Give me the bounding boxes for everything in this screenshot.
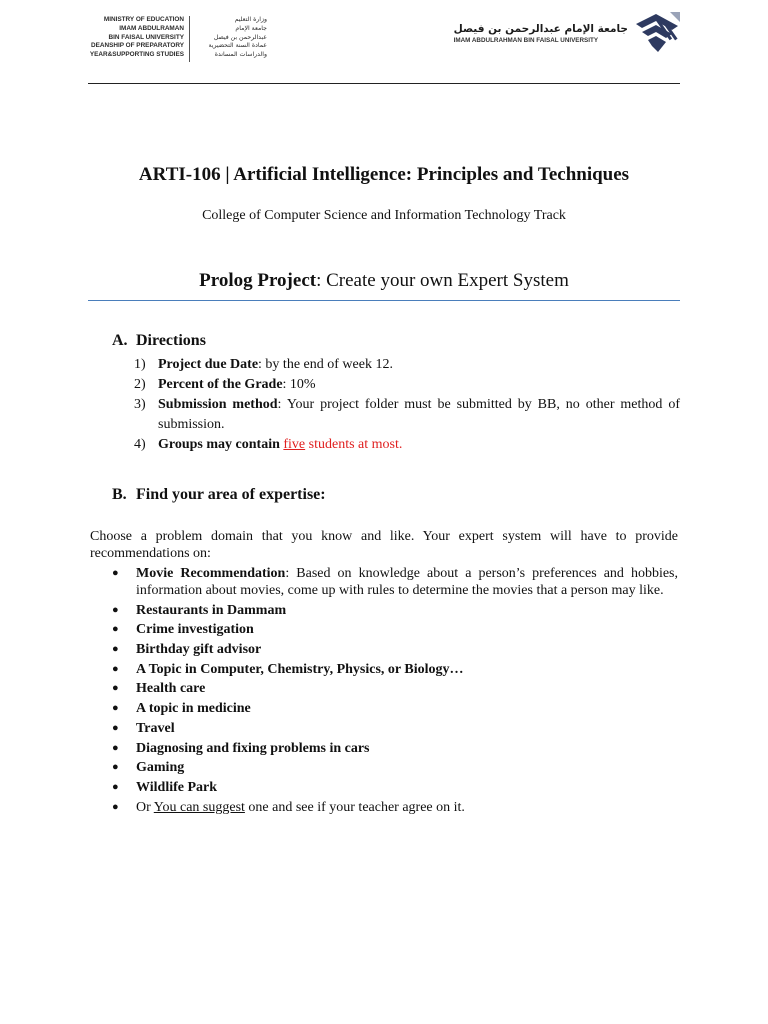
- list-item: ● Health care: [112, 681, 206, 697]
- expertise-list: [112, 565, 678, 818]
- track-subtitle: College of Computer Science and Information Technology Track: [202, 208, 566, 223]
- ministry-logo-block: [88, 16, 267, 62]
- bullet-icon: ●: [112, 603, 119, 616]
- university-name-arabic: جامعة الإمام عبدالرحمن بن فيصل: [453, 22, 628, 35]
- highlighted-number: five: [283, 437, 306, 452]
- list-item: ● Crime investigation: [112, 622, 254, 638]
- ministry-divider: [189, 16, 190, 62]
- ministry-name-english: MINISTRY OF EDUCATION IMAM ABDULRAMAN BIN FAISAL UNIVERSITY DEANSHIP OF PREPARATORY YEAR&SUPPORTING STUDIES: [89, 16, 184, 59]
- university-emblem-icon: [634, 12, 680, 54]
- university-logo-block: [454, 12, 680, 54]
- bullet-icon: ●: [112, 682, 119, 695]
- list-item: ● Gaming: [112, 760, 185, 776]
- list-item: ● Diagnosing and fixing problems in cars: [112, 740, 370, 756]
- header-divider: [88, 83, 680, 84]
- page-header: [88, 12, 680, 72]
- bullet-icon: ●: [112, 623, 119, 636]
- list-item: ● A Topic in Computer, Chemistry, Physics, or Biology…: [112, 661, 464, 677]
- title-divider: [88, 300, 680, 301]
- list-item: 1) Project due Date: by the end of week 12.: [134, 357, 393, 372]
- bullet-icon: ●: [112, 643, 119, 656]
- bullet-icon: ●: [112, 702, 119, 715]
- list-item: ● Wildlife Park: [112, 779, 218, 795]
- list-item: ● Movie Recommendation: Based on knowledge about a person’s preferences and hobbies, information about movies, come up with rules to determine the movies that a person may like.: [112, 566, 679, 598]
- list-item: ● Birthday gift advisor: [112, 642, 262, 658]
- university-name: [454, 22, 628, 45]
- ministry-name-arabic: وزارة التعليم جامعة الإمام عبدالرحمن بن فيصل عمادة السنة التحضيرية والدراسات المساندة: [208, 16, 267, 59]
- bullet-icon: ●: [112, 567, 119, 579]
- bullet-icon: ●: [112, 662, 119, 675]
- course-title: ARTI-106 | Artificial Intelligence: Principles and Techniques: [138, 164, 630, 185]
- section-a-heading: A. Directions: [112, 332, 206, 349]
- project-title: Prolog Project: Create your own Expert System: [199, 270, 569, 291]
- bullet-icon: ●: [112, 800, 119, 813]
- list-item: 3) Submission method: Your project folder must be submitted by BB, no other method of submission.: [134, 397, 681, 432]
- list-item: 2) Percent of the Grade: 10%: [134, 377, 316, 392]
- directions-list: [134, 355, 680, 455]
- section-b-heading: B. Find your area of expertise:: [112, 486, 326, 503]
- bullet-icon: ●: [112, 721, 119, 734]
- university-name-english: IMAM ABDULRAHMAN BIN FAISAL UNIVERSITY: [453, 36, 599, 44]
- list-item: ● A topic in medicine: [112, 701, 251, 717]
- list-item: ● Restaurants in Dammam: [112, 602, 287, 618]
- bullet-icon: ●: [112, 780, 119, 793]
- list-item: ● Or You can suggest one and see if your teacher agree on it.: [112, 799, 465, 815]
- section-b-intro: Choose a problem domain that you know and like. Your expert system will have to provide recommendations on:: [90, 529, 678, 561]
- list-item: 4) Groups may contain five students at most.: [134, 437, 403, 452]
- bullet-icon: ●: [112, 761, 119, 774]
- list-item: ● Travel: [112, 720, 175, 736]
- bullet-icon: ●: [112, 741, 119, 754]
